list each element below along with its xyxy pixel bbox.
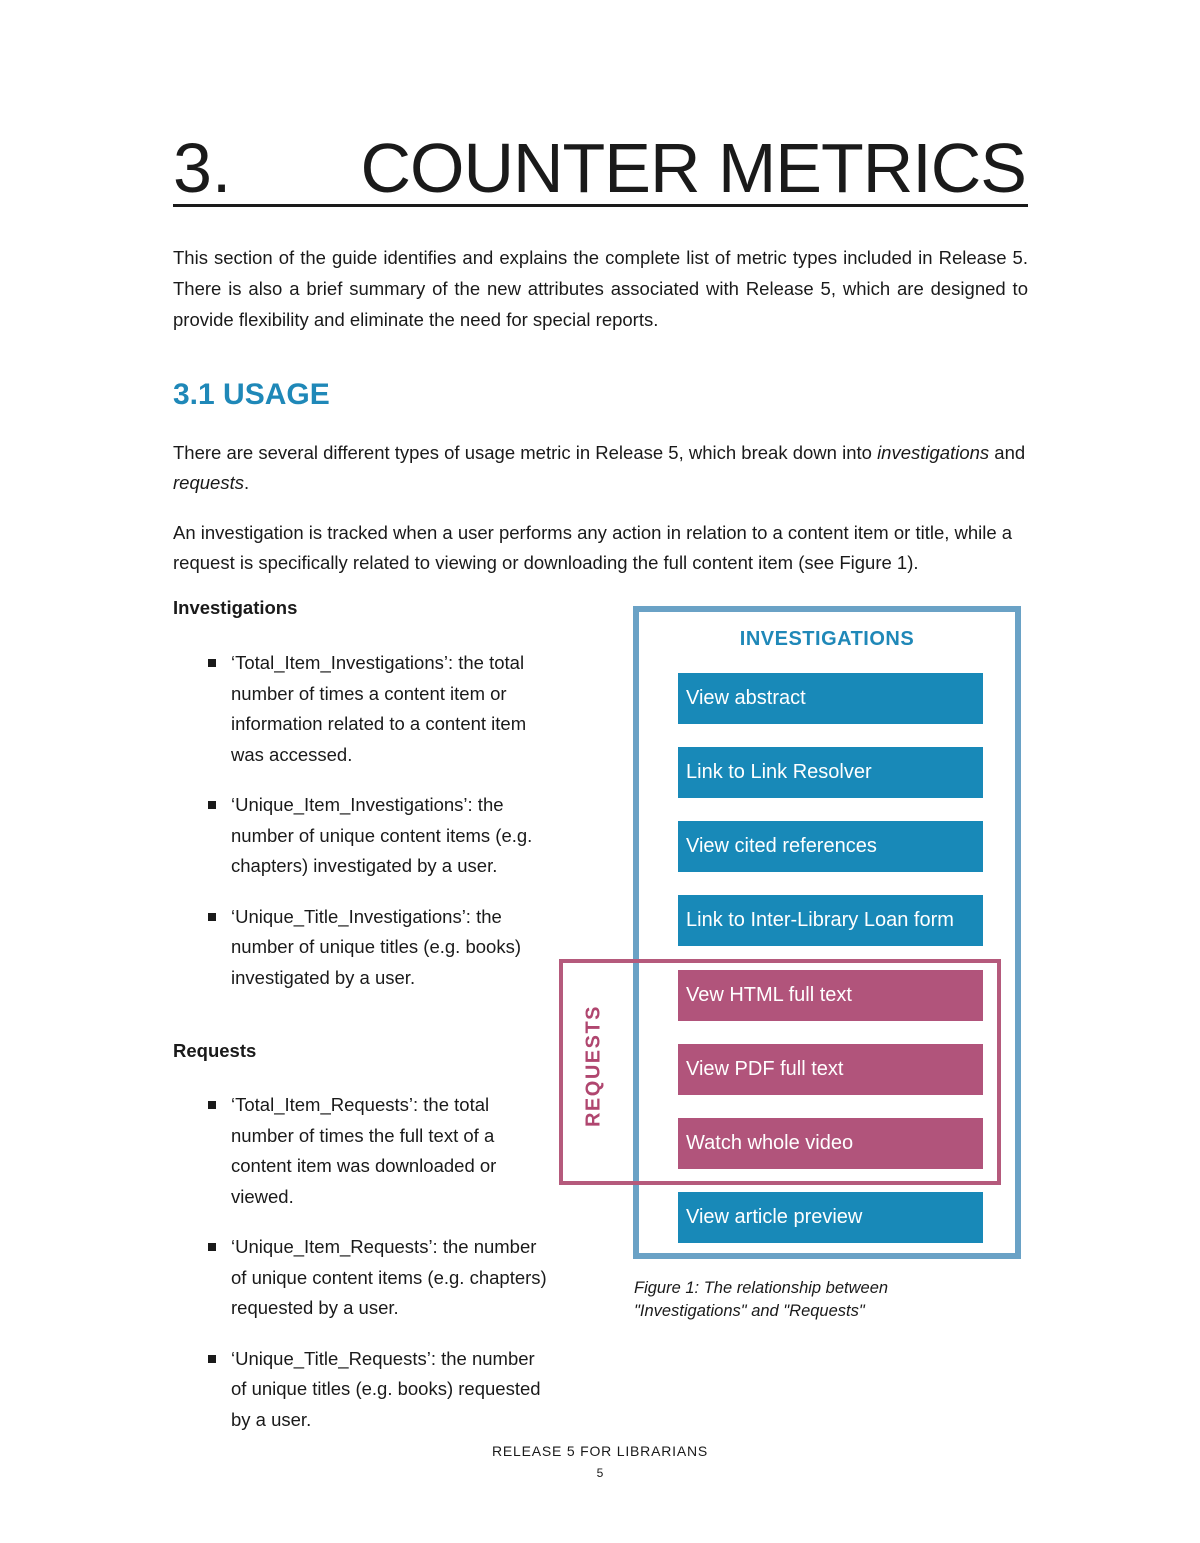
figure-caption	[634, 1277, 1014, 1323]
bullet-square-icon	[208, 1101, 216, 1109]
diagram-item-html-full-text: Vew HTML full text	[678, 970, 983, 1021]
bullet-square-icon	[208, 659, 216, 667]
chapter-heading	[173, 129, 1028, 207]
requests-heading: Requests	[173, 1040, 257, 1061]
diagram-item-whole-video: Watch whole video	[678, 1118, 983, 1169]
diagram-item-pdf-full-text: View PDF full text	[678, 1044, 983, 1095]
bullet-square-icon	[208, 913, 216, 921]
emphasis-investigations: investigations	[877, 442, 990, 463]
bullet-square-icon	[208, 1243, 216, 1251]
chapter-number: 3.	[173, 129, 232, 207]
emphasis-requests: requests	[173, 472, 244, 493]
page-number: 5	[596, 1466, 604, 1480]
bullet-square-icon	[208, 1355, 216, 1363]
usage-paragraph	[173, 438, 1028, 498]
diagram-item-article-preview: View article preview	[678, 1192, 983, 1243]
diagram-item-view-abstract: View abstract	[678, 673, 983, 724]
text-span: ).	[907, 552, 919, 573]
chapter-title: COUNTER METRICS	[360, 129, 1026, 207]
list-item-text: ‘Total_Item_Investigations’: the total number of times a content item or information related to a content item was accessed.	[231, 652, 527, 765]
bullet-square-icon	[208, 801, 216, 809]
diagram-item-ill-form: Link to Inter-Library Loan form	[678, 895, 983, 946]
list-item	[205, 1090, 550, 1212]
caption-line: Figure 1: The relationship between	[634, 1279, 889, 1297]
list-item	[205, 1232, 550, 1324]
list-item-text: ‘Unique_Item_Requests’: the number of unique content items (e.g. chapters) requested by a user.	[231, 1236, 547, 1318]
investigations-heading: Investigations	[173, 597, 298, 618]
text-span: .	[243, 472, 250, 493]
requests-list	[205, 1090, 550, 1455]
investigations-list	[205, 648, 550, 1013]
list-item	[205, 902, 550, 994]
list-item	[205, 1344, 550, 1436]
diagram-item-link-resolver: Link to Link Resolver	[678, 747, 983, 798]
footer-title: RELEASE 5 FOR LIBRARIANS	[491, 1443, 709, 1459]
investigation-definition-paragraph	[173, 518, 1028, 578]
diagram-item-cited-references: View cited references	[678, 821, 983, 872]
caption-line: "Investigations" and "Requests"	[634, 1302, 865, 1320]
figure-reference[interactable]: Figure 1	[839, 552, 908, 573]
list-item	[205, 648, 550, 770]
section-heading: 3.1 USAGE	[173, 378, 330, 411]
list-item-text: ‘Unique_Title_Investigations’: the number of unique titles (e.g. books) investigated by a user.	[231, 905, 521, 988]
investigations-label: INVESTIGATIONS	[739, 628, 915, 650]
text-span: and	[989, 442, 1026, 463]
list-item-text: ‘Total_Item_Requests’: the total number of times the full text of a content item was downloaded or viewed.	[231, 1094, 497, 1207]
list-item	[205, 790, 550, 882]
requests-label: REQUESTS	[582, 1004, 605, 1128]
text-span: There are several different types of usage metric in Release 5, which break down into	[173, 442, 878, 463]
list-item-text: ‘Unique_Item_Investigations’: the number of unique content items (e.g. chapters) investigated by a user.	[231, 794, 533, 876]
intro-paragraph: This section of the guide identifies and explains the complete list of metric types included in Release 5. There is also a brief summary of the new attributes associated with Release 5, which are designed to provide flexibility and eliminate the need for special reports.	[173, 247, 1028, 330]
text-span: An investigation is tracked when a user performs any action in relation to a content item or title, while a request is specifically related to viewing or downloading the full content item (see	[173, 522, 1013, 573]
list-item-text: ‘Unique_Title_Requests’: the number of unique titles (e.g. books) requested by a user.	[231, 1347, 541, 1430]
